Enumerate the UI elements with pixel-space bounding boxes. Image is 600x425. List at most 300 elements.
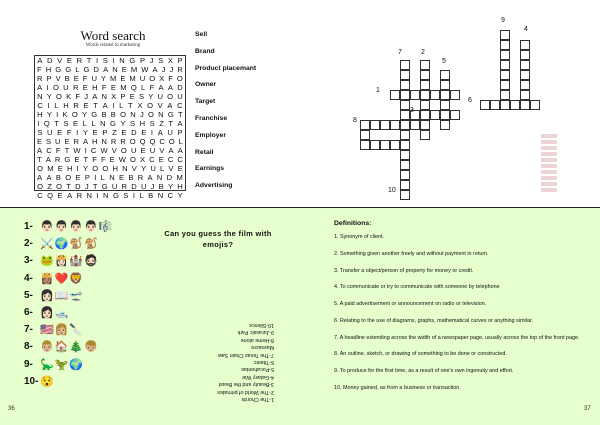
crossword-cell[interactable] <box>420 70 430 80</box>
word-search-letter: Q <box>43 119 50 128</box>
word-search-letter: E <box>177 164 183 173</box>
word-search-letter: E <box>83 101 89 110</box>
emoji-clue: 🐸👸🏻🏰🧔🏻 <box>40 255 99 268</box>
word-search-letter: B <box>158 182 164 191</box>
crossword-cell[interactable] <box>400 170 410 180</box>
word-search-letter: O <box>102 164 109 173</box>
word-search-grid <box>34 55 186 200</box>
word-search-row <box>35 146 185 155</box>
word-search-row <box>35 65 185 74</box>
word-search-letter: G <box>83 65 90 74</box>
word-search-letter: Z <box>112 128 117 137</box>
crossword-cell[interactable] <box>420 110 430 120</box>
word-search-letter: U <box>140 182 147 191</box>
word-search-letter: T <box>83 155 89 164</box>
word-search-letter: L <box>119 101 124 110</box>
crossword-cell[interactable] <box>400 110 410 120</box>
emoji-answer: 4-Galaxy War <box>241 373 274 380</box>
word-search-letter: E <box>75 173 81 182</box>
crossword-cell[interactable] <box>420 80 430 90</box>
word-search-letter: N <box>130 110 136 119</box>
word-search-letter: Q <box>130 83 137 92</box>
word-search-letter: X <box>140 155 146 164</box>
crossword-cell[interactable] <box>490 100 500 110</box>
word-search-row <box>35 92 185 101</box>
word-search-letter: O <box>56 92 62 101</box>
crossword-cell[interactable] <box>480 100 490 110</box>
word-search-letter: A <box>37 146 43 155</box>
word-search-letter: V <box>168 164 174 173</box>
word-search-letter: F <box>66 128 72 137</box>
word-search-letter: F <box>101 83 107 92</box>
crossword-cell[interactable] <box>420 90 430 100</box>
emoji-answer: 3-Beauty and the Beast <box>218 381 274 388</box>
crossword-cell[interactable] <box>510 100 520 110</box>
word-search-letter: H <box>177 182 183 191</box>
word-search-letter: E <box>141 128 147 137</box>
word-search-letter: V <box>131 164 137 173</box>
word-search-letter: U <box>63 83 69 92</box>
emoji-item-number: 9- <box>24 358 33 370</box>
word-search-letter: I <box>94 173 97 182</box>
crossword-cell[interactable] <box>500 70 510 80</box>
emoji-item <box>24 218 154 235</box>
word-search-letter: P <box>177 56 183 65</box>
emoji-clue: 👸🏽❤️🦁 <box>40 272 85 285</box>
word-search-letter: H <box>66 164 73 173</box>
word-search-letter: L <box>82 119 87 128</box>
word-search-letter: U <box>139 74 146 83</box>
emoji-item-number: 8- <box>24 341 33 353</box>
crossword-number: 10 <box>388 187 396 194</box>
word-search-letter: O <box>147 101 153 110</box>
word-search-letter: R <box>177 65 183 74</box>
crossword-cell[interactable] <box>500 60 510 70</box>
crossword-cell[interactable] <box>400 120 410 130</box>
emoji-item <box>24 373 154 390</box>
word-search-letter: I <box>112 56 115 65</box>
crossword-number: 1 <box>376 87 380 94</box>
word-search-letter: F <box>75 92 81 101</box>
word-search-letter: P <box>177 128 183 137</box>
word-search-letter: R <box>137 173 144 182</box>
crossword-cell[interactable] <box>360 140 370 150</box>
crossword-cell[interactable] <box>520 100 530 110</box>
crossword-cell[interactable] <box>440 90 450 100</box>
emoji-answer: 10-Silence <box>248 321 274 328</box>
crossword-cell[interactable] <box>530 100 540 110</box>
word-search-letter: U <box>149 146 156 155</box>
crossword-number: 2 <box>421 49 425 56</box>
word-search-row <box>35 74 185 83</box>
word-search-row <box>35 155 185 164</box>
word-search-letter: R <box>72 83 79 92</box>
emoji-quiz-title: Can you guess the film with emojis? <box>164 229 272 249</box>
word-search-letter: I <box>76 128 79 137</box>
word-search-letter: E <box>57 128 63 137</box>
word-search-letter: N <box>37 92 43 101</box>
word-search-letter: E <box>109 155 115 164</box>
word-search-letter: O <box>56 182 63 191</box>
word-search-letter: W <box>118 155 126 164</box>
word-search-letter: H <box>139 119 146 128</box>
word-search-letter: G <box>112 191 119 200</box>
emoji-answers-upside-down <box>182 312 274 402</box>
word-search-letter: L <box>54 101 59 110</box>
word-search-letter: J <box>149 56 154 65</box>
word-search-letter: R <box>73 137 79 146</box>
crossword-cell[interactable] <box>500 30 510 40</box>
word-search-letter: E <box>120 74 126 83</box>
emoji-answer: 8-Home alone <box>240 336 274 343</box>
word-search-letter: L <box>139 191 144 200</box>
word-search-letter: Z <box>159 119 164 128</box>
word-search-letter: R <box>73 101 79 110</box>
crossword-cell[interactable] <box>360 130 370 140</box>
word-search-letter: B <box>110 110 116 119</box>
word-search-letter: E <box>140 146 146 155</box>
word-search-letter: I <box>76 164 79 173</box>
crossword-cell[interactable] <box>420 120 430 130</box>
crossword-cell[interactable] <box>410 90 420 100</box>
word-search-letter: M <box>129 74 136 83</box>
word-search-letter: N <box>109 173 115 182</box>
word-search-letter: A <box>37 173 43 182</box>
emoji-item <box>24 338 154 355</box>
emoji-item-number: 1- <box>24 221 33 233</box>
emoji-answer: 6-Titanic <box>253 358 274 365</box>
word-search-letter: A <box>157 128 163 137</box>
word-search-row <box>35 56 185 65</box>
word-search-letter: H <box>112 164 118 173</box>
word-search-letter: C <box>159 137 165 146</box>
emoji-answer: 9-Jurassic Park <box>237 329 274 336</box>
word-search-letter: J <box>84 92 89 101</box>
crossword-cell[interactable] <box>400 70 410 80</box>
word-search-letter: C <box>167 155 174 164</box>
word-search-letter: K <box>62 110 68 119</box>
word-list-item: Owner <box>195 81 217 89</box>
crossword-cell[interactable] <box>440 100 450 110</box>
crossword-cell[interactable] <box>390 140 400 150</box>
definition-item: 8. An outline, sketch, or drawing of something to be done or constructed. <box>334 351 507 358</box>
word-search-row <box>35 191 185 200</box>
word-search-letter: I <box>47 101 50 110</box>
word-search-letter: N <box>122 164 128 173</box>
crossword-cell[interactable] <box>500 40 510 50</box>
word-search-letter: K <box>66 92 72 101</box>
word-list-item: Sell <box>195 31 208 38</box>
crossword-number: 9 <box>501 17 505 24</box>
word-search-letter: H <box>45 65 52 74</box>
crossword-cell[interactable] <box>390 90 400 100</box>
word-search-letter: E <box>73 74 79 83</box>
crossword-cell[interactable] <box>400 100 410 110</box>
word-search-letter: H <box>91 137 98 146</box>
word-search-letter: J <box>161 65 166 74</box>
word-search-letter: E <box>158 155 164 164</box>
emoji-clue: 👩🏻🛥️ <box>40 307 70 320</box>
word-search-letter: O <box>71 110 78 119</box>
rotated-clue-list <box>541 134 561 200</box>
word-search-row <box>35 173 185 182</box>
word-search-letter: Y <box>100 74 106 83</box>
word-search-letter: V <box>55 74 61 83</box>
crossword-cell[interactable] <box>400 140 410 150</box>
crossword-cell[interactable] <box>500 80 510 90</box>
crossword-cell[interactable] <box>420 130 430 140</box>
word-search-letter: S <box>158 56 164 65</box>
crossword-cell[interactable] <box>400 150 410 160</box>
word-search-letter: A <box>103 65 109 74</box>
word-search-letter: D <box>131 128 137 137</box>
word-search-letter: E <box>64 137 70 146</box>
crossword-cell[interactable] <box>380 120 390 130</box>
crossword-cell[interactable] <box>520 70 530 80</box>
word-search-letter: Q <box>139 137 146 146</box>
word-search-letter: E <box>66 56 72 65</box>
word-search-letter: S <box>123 191 129 200</box>
word-search-letter: W <box>141 65 149 74</box>
word-search-letter: Y <box>120 119 126 128</box>
word-list-item: Retail <box>195 148 214 156</box>
emoji-list <box>24 218 154 390</box>
crossword-cell[interactable] <box>520 60 530 70</box>
word-search-letter: N <box>157 191 164 200</box>
word-search-letter: N <box>103 191 109 200</box>
word-search-letter: Y <box>82 128 88 137</box>
word-search-letter: N <box>101 92 107 101</box>
word-search-letter: U <box>167 128 173 137</box>
word-search-row <box>35 110 185 119</box>
crossword-cell[interactable] <box>400 90 410 100</box>
word-search-letter: O <box>176 74 183 83</box>
crossword-cell[interactable] <box>400 80 410 90</box>
crossword-number: 4 <box>524 26 528 33</box>
word-search-letter: U <box>157 92 163 101</box>
word-search-letter: A <box>46 173 52 182</box>
crossword-cell[interactable] <box>440 120 450 130</box>
word-search-letter: U <box>111 182 118 191</box>
emoji-item <box>24 287 154 304</box>
emoji-item <box>24 304 154 321</box>
word-search-letter: A <box>152 65 158 74</box>
word-search-letter: M <box>110 74 117 83</box>
word-search-letter: U <box>150 164 156 173</box>
crossword-cell[interactable] <box>420 60 430 70</box>
word-search-letter: G <box>64 155 71 164</box>
crossword-cell[interactable] <box>430 90 440 100</box>
word-search-letter: I <box>37 119 40 128</box>
word-search-row <box>35 119 185 128</box>
definition-item: 2. Something given another freely and without payment in return. <box>334 250 489 257</box>
word-search-letter: I <box>132 191 136 200</box>
word-search-letter: X <box>111 92 117 101</box>
word-search-letter: D <box>131 182 137 191</box>
word-search-row <box>35 83 185 92</box>
emoji-item-number: 2- <box>24 238 33 250</box>
word-search-letter: V <box>157 101 163 110</box>
word-search-letter: O <box>147 110 154 119</box>
word-search-letter: J <box>169 65 174 74</box>
word-search-letter: I <box>112 101 115 110</box>
crossword-cell[interactable] <box>520 80 530 90</box>
crossword-cell[interactable] <box>400 130 410 140</box>
word-search-letter: D <box>47 56 53 65</box>
word-search-letter: T <box>93 101 98 110</box>
emoji-clue: 🇺🇸👩🏼🔪 <box>40 324 85 337</box>
crossword-cell[interactable] <box>520 90 530 100</box>
emoji-answer: 1-The Chords <box>241 396 274 402</box>
crossword-cell[interactable] <box>500 90 510 100</box>
word-search-letter: V <box>111 146 117 155</box>
word-search-letter: E <box>36 137 43 146</box>
word-search-letter: A <box>158 83 164 92</box>
word-list-item: Earnings <box>195 165 225 173</box>
word-search-letter: O <box>168 137 175 146</box>
word-search-letter: T <box>92 182 98 191</box>
crossword-cell[interactable] <box>430 110 440 120</box>
word-search-letter: O <box>167 92 174 101</box>
crossword-cell[interactable] <box>390 120 400 130</box>
word-search-letter: S <box>46 137 52 146</box>
word-search-letter: A <box>67 191 73 200</box>
word-search-letter: M <box>130 65 138 74</box>
word-search-letter: N <box>156 173 163 182</box>
crossword-cell[interactable] <box>500 100 510 110</box>
word-search-letter: I <box>150 128 154 137</box>
emoji-item-number: 10- <box>24 375 39 387</box>
word-search-letter: S <box>130 119 136 128</box>
emoji-clue: 🦕🦖🌍 <box>40 358 85 371</box>
emoji-item-number: 4- <box>24 272 33 284</box>
word-search-row <box>35 182 185 191</box>
crossword-cell[interactable] <box>450 110 460 120</box>
crossword-cell[interactable] <box>450 90 460 100</box>
word-search-letter: A <box>37 83 43 92</box>
word-search-letter: D <box>93 65 100 74</box>
emoji-clue: 👨🏼🏠🎄👦🏼 <box>40 341 99 354</box>
word-search-letter: O <box>92 164 99 173</box>
word-search-letter: S <box>138 92 145 101</box>
emoji-item-number: 7- <box>24 324 33 336</box>
crossword-cell[interactable] <box>400 180 410 190</box>
word-search-letter: C <box>37 191 43 200</box>
word-search-letter: L <box>100 173 105 182</box>
emoji-clue: 😯 <box>40 375 55 388</box>
crossword-cell[interactable] <box>440 70 450 80</box>
word-search-letter: Y <box>46 110 52 119</box>
emoji-answer: Massacre <box>251 344 274 351</box>
word-search-letter: N <box>100 119 106 128</box>
word-search-letter: R <box>120 137 126 146</box>
word-search-letter: B <box>128 173 134 182</box>
crossword-cell[interactable] <box>380 140 390 150</box>
definition-item: 10. Money gained, as from a business or transaction. <box>334 385 461 392</box>
word-search-letter: P <box>46 74 52 83</box>
crossword-cell[interactable] <box>520 40 530 50</box>
crossword-cell[interactable] <box>400 190 410 200</box>
word-search-letter: S <box>149 119 155 128</box>
word-search-letter: J <box>150 182 155 191</box>
crossword-cell[interactable] <box>440 110 450 120</box>
word-search-letter: N <box>86 191 93 200</box>
crossword-cell[interactable] <box>440 80 450 90</box>
definition-item: 3. Transfer a object/person of property for money or credit. <box>334 267 474 274</box>
word-search-letter: P <box>84 173 90 182</box>
word-search-letter: G <box>101 182 108 191</box>
word-search-letter: S <box>102 56 108 65</box>
word-search-letter: E <box>121 65 127 74</box>
crossword-number: 8 <box>353 117 357 124</box>
word-search-letter: T <box>37 155 42 164</box>
definition-item: 6. Relating to the use of diagrams, graphs, mathematical curves or anything similar. <box>334 317 533 324</box>
word-search-letter: E <box>110 83 116 92</box>
definitions <box>334 220 584 402</box>
word-search-letter: A <box>92 92 98 101</box>
word-search-letter: F <box>82 74 88 83</box>
word-search-letter: O <box>120 110 126 119</box>
word-search-letter: F <box>149 83 155 92</box>
word-search-letter: E <box>73 119 79 128</box>
word-search-letter: L <box>178 137 183 146</box>
crossword-cell[interactable] <box>520 50 530 60</box>
word-search-letter: N <box>119 56 125 65</box>
crossword-cell[interactable] <box>400 60 410 70</box>
word-search-letter: F <box>92 155 97 164</box>
word-search-letter: C <box>46 146 52 155</box>
crossword-cell[interactable] <box>420 100 430 110</box>
word-list-item: Product placemant <box>195 64 257 72</box>
word-search-letter: G <box>110 119 116 128</box>
definition-item: 7. A headline extending across the width of a newspaper page, usually across the top of the front page. <box>334 334 580 341</box>
word-search-letter: C <box>90 146 97 155</box>
word-search-letter: G <box>65 65 72 74</box>
word-list-item: Brand <box>195 47 215 55</box>
crossword-cell[interactable] <box>370 120 380 130</box>
word-search-letter: V <box>159 146 165 155</box>
word-search-letter: O <box>37 164 44 173</box>
word-search-letter: U <box>47 128 53 137</box>
crossword-cell[interactable] <box>410 120 420 130</box>
emoji-item <box>24 321 154 338</box>
word-search-letter: O <box>129 137 136 146</box>
crossword-number: 6 <box>468 97 472 104</box>
word-search-letter: C <box>177 155 183 164</box>
crossword-cell[interactable] <box>370 140 380 150</box>
word-search-letter: R <box>76 56 83 65</box>
word-search-letter: X <box>159 74 165 83</box>
word-search-letter: G <box>167 110 174 119</box>
word-search-letter: E <box>121 128 127 137</box>
word-search-letter: P <box>120 92 126 101</box>
crossword-cell[interactable] <box>500 50 510 60</box>
word-search-letter: R <box>121 182 128 191</box>
word-search-letter: Y <box>148 92 154 101</box>
word-search-letter: Y <box>177 191 183 200</box>
word-list-item: Franchise <box>195 114 228 122</box>
crossword-cell[interactable] <box>360 120 370 130</box>
word-search-letter: A <box>102 101 108 110</box>
word-search-letter: J <box>84 182 89 191</box>
emoji-item <box>24 356 154 373</box>
word-search-letter: M <box>47 164 54 173</box>
word-search-letter: T <box>54 119 59 128</box>
word-search-letter: F <box>168 74 173 83</box>
word-search-letter: O <box>130 155 136 164</box>
word-search-letter: Y <box>81 110 88 119</box>
crossword-cell[interactable] <box>400 160 410 170</box>
